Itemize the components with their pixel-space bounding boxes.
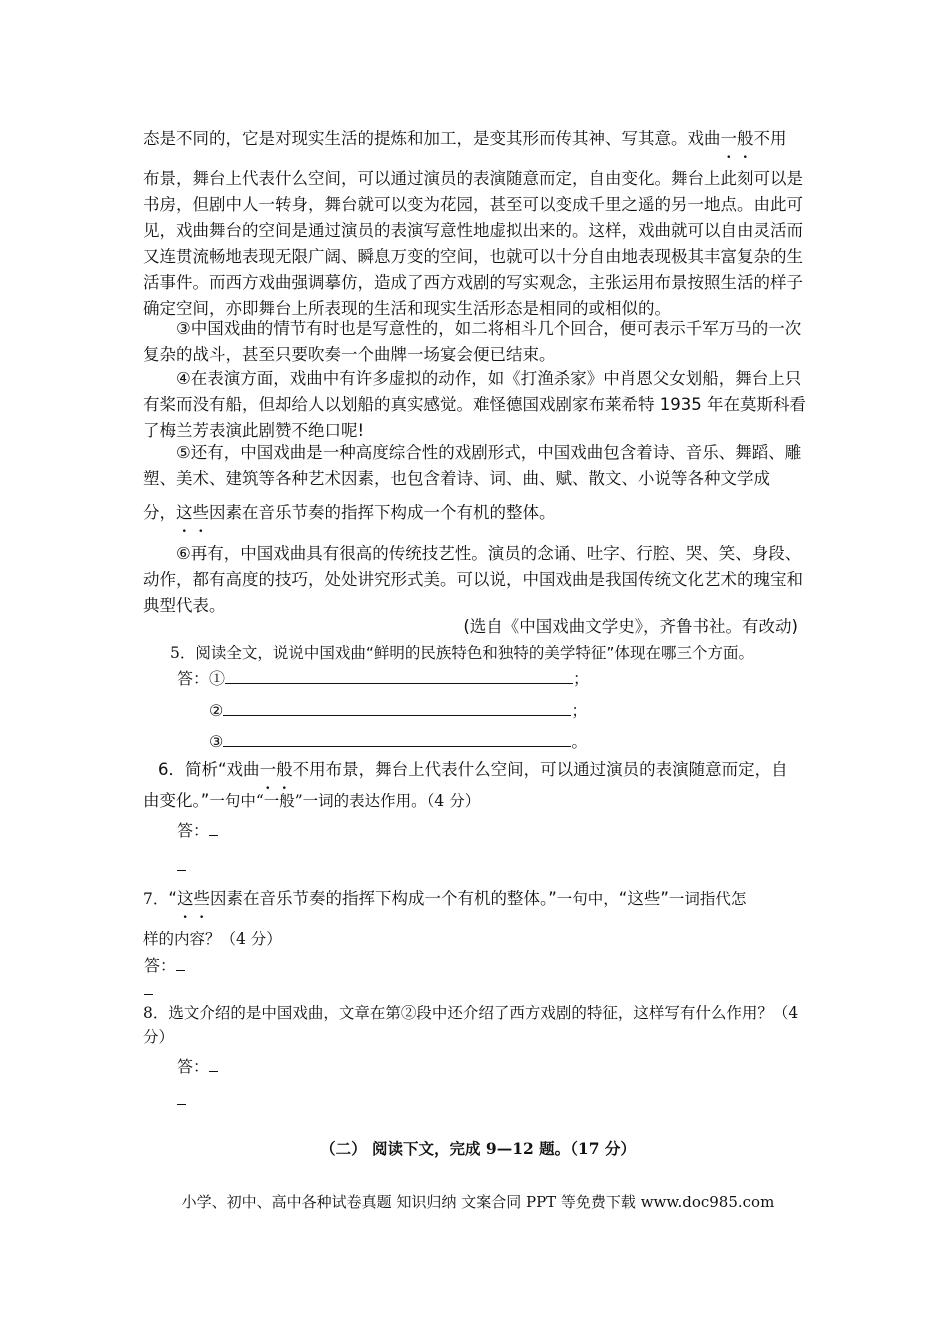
question-number: 6． (158, 760, 185, 779)
passage-source: (选自《中国戏曲文学史》，齐鲁书社。有改动) (463, 617, 798, 636)
question-quote: 不用布景，舞台上代表什么空间，可以通过演员的表演随意而定，自 (292, 760, 788, 779)
answer-label: 答： (144, 956, 177, 975)
passage-paragraph-4: ④在表演方面，戏曲中有许多虚拟的动作，如《打渔杀家》中肖恩父女划船，舞台上只有桨而没有船，但却给人以划船的真实感觉。难怪德国戏剧家布莱希特 1935 年在莫斯科看了梅兰芳表演此剧赞不绝口呢! (143, 369, 806, 440)
question-text: 体现在哪三个方面。 (614, 644, 754, 662)
answer-marker: ③ (209, 732, 224, 751)
question-quote: “戏曲 (218, 760, 260, 779)
passage-paragraph-2: 布景，舞台上代表什么空间，可以通过演员的表演随意而定，自由变化。舞台上此刻可以是书房，但剧中人一转身，舞台就可以变为花园，甚至可以变成千里之遥的另一地点。由此可见，戏曲舞台的空间是通过演员的表演写意性地虚拟出来的。这样，戏曲就可以自由灵活而又连贯流畅地表现无限广阔、瞬息万变的空间，也就可以十分自由地表现极其丰富复杂的生活事件。而西方戏曲强调摹仿，造成了西方戏剧的写实观念，主张运用布景按照生活的样子确定空间，亦即舞台上所表现的生活和现实生活形态是相同的或相似的。 (143, 169, 803, 318)
question-6-line-2 (143, 788, 813, 814)
question-5 (170, 640, 820, 666)
passage-paragraph-3: ③中国戏曲的情节有时也是写意性的，如二将相斗几个回合，便可表示千军万马的一次复杂的战斗，甚至只要吹奏一个曲牌一场宴会便已结束。 (143, 319, 802, 364)
emphasis-char: 些 (192, 503, 209, 522)
emphasis-char: 这 (176, 889, 194, 908)
question-8: 8．选文介绍的是中国戏曲，文章在第②段中还介绍了西方戏剧的特征，这样写有什么作用？（4 分） (143, 1004, 799, 1046)
passage-text: 态是不同的，它是对现实生活的提炼和加工，是变其形而传其神、写其意。戏曲 (143, 129, 721, 148)
emphasis-char: 般 (276, 760, 293, 779)
passage-paragraph-5: ⑤还有，中国戏曲是一种高度综合性的戏剧形式，中国戏曲包含着诗、音乐、舞蹈、雕塑、美术、建筑等各种艺术因素，也包含着诗、词、曲、赋、散文、小说等各种文学成 (143, 443, 802, 488)
question-7 (143, 886, 813, 912)
answer-marker: ① (209, 669, 226, 688)
emphasis-char: 般 (737, 129, 754, 148)
emphasis-char: 些 (193, 889, 210, 908)
question-quote: “这些” (618, 889, 669, 908)
question-text: 5．阅读全文，说说中国戏曲 (170, 644, 366, 662)
emphasis-char: 一 (720, 129, 737, 148)
question-number: 7． (143, 890, 169, 908)
answer-blank[interactable] (209, 1057, 218, 1072)
answer-line-1 (177, 668, 589, 690)
answer-line-q8b (177, 1089, 186, 1111)
answer-label: 答： (177, 1057, 210, 1076)
answer-blank[interactable] (223, 700, 571, 716)
question-quote: “ (168, 889, 177, 908)
answer-line-2 (209, 700, 587, 722)
answer-line-q6b (177, 855, 186, 877)
question-quote: 由变化。” (143, 791, 210, 810)
question-7-line-2: 样的内容？（4 分） (143, 930, 282, 948)
answer-punct: ； (573, 669, 590, 688)
page-footer: 小学、初中、高中各种试卷真题 知识归纳 文案合同 PPT 等免费下载 www.doc985.com (181, 1193, 775, 1211)
answer-line-q7 (144, 955, 185, 977)
question-quote: 因素在音乐节奏的指挥下构成一个有机的整体。” (209, 889, 557, 908)
answer-line-3 (209, 731, 587, 753)
answer-blank[interactable] (223, 731, 571, 747)
passage-line-1 (143, 126, 813, 152)
question-quote: “鲜明的民族特色和独特的美学特征” (365, 644, 615, 662)
passage-paragraph-5-end (143, 500, 813, 526)
answer-blank[interactable] (144, 980, 153, 995)
answer-punct: ； (571, 701, 588, 720)
question-text: 一词指代怎 (668, 890, 747, 908)
question-text: 一句中“一般”一词的表达作用。（4 分） (209, 792, 481, 810)
answer-label: 答： (177, 669, 210, 688)
passage-text: 分， (143, 503, 176, 522)
section-2-heading: （二） 阅读下文，完成 9—12 题。（17 分） (320, 1139, 636, 1158)
answer-blank[interactable] (177, 1090, 186, 1105)
emphasis-char: 一 (259, 760, 277, 779)
question-text: 一句中， (556, 890, 619, 908)
answer-blank[interactable] (209, 821, 218, 836)
emphasis-char: 这 (176, 503, 193, 522)
question-6 (158, 757, 828, 783)
answer-punct: 。 (571, 732, 588, 751)
answer-blank[interactable] (177, 856, 186, 871)
answer-blank[interactable] (225, 668, 573, 684)
passage-text: 不用 (753, 129, 787, 148)
answer-marker: ② (209, 701, 224, 720)
answer-blank[interactable] (176, 956, 185, 971)
passage-paragraph-6: ⑥再有，中国戏曲具有很高的传统技艺性。演员的念诵、吐字、行腔、哭、笑、身段、动作，都有高度的技巧，处处讲究形式美。可以说，中国戏曲是我国传统文化艺术的瑰宝和典型代表。 (143, 544, 803, 615)
answer-line-q8 (177, 1056, 218, 1078)
passage-text: 因素在音乐节奏的指挥下构成一个有机的整体。 (209, 503, 556, 522)
answer-line-q7b (144, 979, 153, 1001)
answer-label: 答： (177, 821, 210, 840)
answer-line-q6 (177, 820, 218, 842)
question-text: 简析 (185, 760, 218, 779)
